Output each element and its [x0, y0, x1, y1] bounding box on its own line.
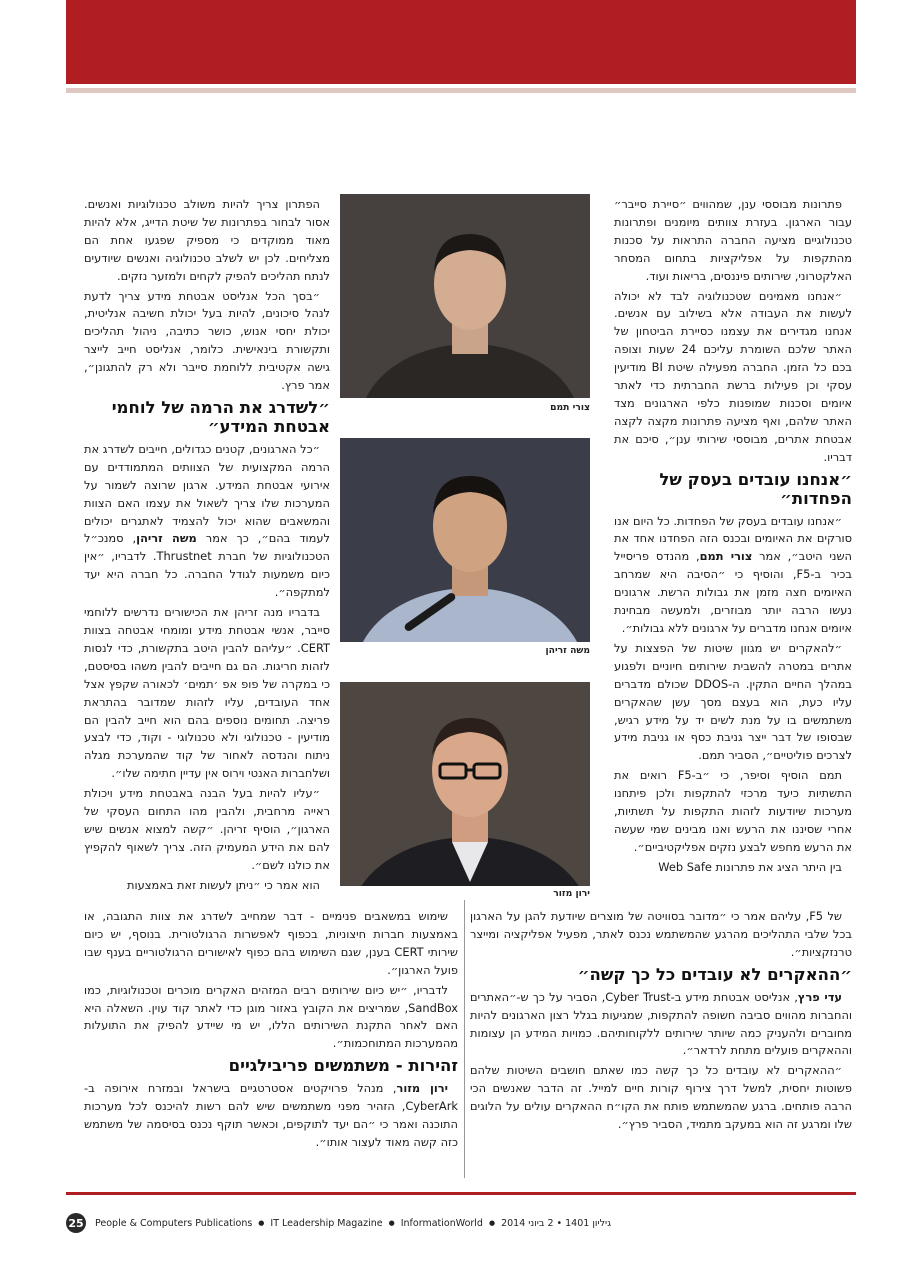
footer-magazine: IT Leadership Magazine	[270, 1217, 383, 1229]
bottom-left-text-block	[84, 908, 458, 1154]
column-divider	[464, 900, 465, 1178]
photo-tzuri-tamam	[340, 194, 590, 398]
paragraph: ״ההאקרים לא עובדים כל כך קשה כמו שאתם חושבים השיטות שלהם פשוטות יחסית, למשל דרך צירוף קורות חיים למייל. זה הדבר שאנשים הכי הרבה פותחים. ברגע שהמשתמש פותח את הקו״ח ההאקרים עולים על הלוגים שלו ומרגע זה הוא במעקב מתמיד, הסביר פרץ״.	[470, 1063, 852, 1132]
paragraph: לדבריו, ״יש כיום שירותים רבים המזהים האקרים מוכרים וטכנולוגיות, כמו SandBox, שמריצים את הקובץ באזור מוגן כדי לאתר קוד עוין. השאלה היא האם לאחר התקנת השירותים הללו, יש מי שיידע להפיק את התועלות מהמערכות המתוחכמות״.	[84, 982, 458, 1051]
page-number: 25	[66, 1213, 86, 1233]
paragraph: פתרונות מבוססי ענן, שמהווים ״סיירת סייבר״ עבור הארגון. בעזרת צוותים מיומנים ופתרונות טכנולוגיים מציעה החברה התראות על סכנות מהתקפות על אפליקציות בתחום המסחר האלקטרוני, שירותים פיננסים, בריאות ועוד.	[614, 197, 852, 283]
left-text-column	[84, 196, 330, 897]
footer-publisher: People & Computers Publications	[95, 1217, 253, 1229]
photo-caption: צורי תמם	[550, 402, 590, 413]
person-name: משה זריהן	[136, 531, 197, 546]
footer-issue: גיליון 1401 • 2 ביוני 2014	[501, 1217, 612, 1229]
section-heading: ״ההאקרים לא עובדים כל כך קשה״	[577, 964, 852, 984]
paragraph: של F5, עליהם אמר כי ״מדובר בסוויטה של מוצרים שיודעת להגן על הארגון בכל שלבי התהליכים מהרגע שהמשתמש נכנס לאתר, מפעיל אפליקציה ומייצר טרנזקציות״.	[470, 909, 852, 959]
footer-brand: InformationWorld	[400, 1217, 483, 1229]
person-name: ירון מזור	[396, 1081, 448, 1096]
section-heading: זהירות - משתמשים פריבילגיים	[228, 1056, 458, 1076]
bullet-icon: ●	[258, 1219, 265, 1227]
paragraph: ״אנחנו עובדים בעסק של הפחדות. כל היום אנו סורקים את האיומים ובכנס הזה הפחדנו אחד את השני היטב״, אמר צורי תמם, מהנדס פריסייל בכיר ב-F5, והוסיף כי ״הסיבה היא שמרחב האיומים חצה מזמן את גבולות הרשת. ארגונים נעשו הרבה יותר מבוזרים, ולמעשה מבחינת איומים אנחנו מדברים על ארגונים ללא גבולות״.	[614, 513, 852, 635]
portrait-photo-icon	[340, 438, 590, 642]
right-text-column	[614, 196, 852, 879]
header-color-band	[66, 0, 856, 84]
bullet-icon: ●	[388, 1219, 395, 1227]
person-name: צורי תמם	[699, 549, 753, 564]
paragraph: הפתרון צריך להיות משולב טכנולוגיות ואנשים. אסור לבחור בפתרונות של שיטת הדייג, אלא להיות מאוד ממוקדים כי מספיק שפגעו אחת הם מצליחים. לכן יש לשלב טכנולוגיה ואנשים שיודעים לנתח תהליכים להפיק לקחים ולמזער נזקים.	[84, 197, 330, 283]
section-heading: ״אנחנו עובדים בעסק של הפחדות״	[659, 469, 852, 508]
paragraph: הוא אמר כי ״ניתן לעשות זאת באמצעות	[127, 877, 320, 892]
footer-rule	[66, 1192, 856, 1195]
paragraph: ״כל הארגונים, קטנים כגדולים, חייבים לשדרג את הרמה המקצועית של הצוותים המתמודדים עם אירועי אבטחת המידע. ארגון שרוצה לשמור על המערכות שלו צריך לשאול את עצמו האם הצוות והמשאבים שהוא יכול להצמיד לאתגרים יכולים לעמוד בהם״, כך אמר משה זריהן, סמנכ״ל הטכנולוגיות של חברת Thrustnet. לדבריו, ״אין כיום משמעות לגודל החברה. כל חברה היא יעד למתקפה״.	[84, 441, 330, 600]
paragraph: בין היתר הציג את פתרונות Web Safe	[658, 859, 842, 874]
page-footer	[66, 1212, 856, 1234]
photo-yaron-mazor	[340, 682, 590, 886]
photo-caption: משה זריהן	[545, 645, 590, 656]
bullet-icon: ●	[488, 1219, 496, 1227]
paragraph: ירון מזור, מנהל פרויקטים אסטרטגיים בישראל ובמזרח אירופה ב-CyberArk, הזהיר מפני משתמשים שיש להם רשות להיכנס לכל מערכות התוכנה ואמר כי ״הם יעד לתוקפים, וכאשר תוקף נכנס בסיסמה של משתמש כזה קשה מאוד לעצור אותו״.	[84, 1081, 458, 1149]
paragraph: שימוש במשאבים פנימיים - דבר שמחייב לשדרג את צוות התגובה, או באמצעות חברות חיצוניות, בכפוף לאפשרות הרגולטורית. בנוסף, יש כיום שירותי CERT בענן, שגם השימוש בהם כפוף לאישורים הרגולטוריים בענף שבו פועל הארגון״.	[84, 909, 458, 977]
section-heading: ״לשדרג את הרמה של לוחמי אבטחת המידע״	[111, 397, 330, 436]
paragraph: ״אנחנו מאמינים שטכנולוגיה לבד לא יכולה לעשות את העבודה אלא בשילוב עם אנשים. אנחנו מגדירים את עצמנו כסיירת הביטחון של האתר שלכם השומרת עליכם 24 שעות וצופה בכם כל הזמן. החברה מפעילה שיטת BI מודיעין עסקי וכן פעילות ברשת החברתית כדי לאתר איומים וסכנות שמופנות כלפי הארגונים מצד האתר שלהם, ואף מציעה פתרונות מקצה לקצה אבטחת אתרים, מבוססי שירותי ענן״, סיכם את דבריו.	[614, 288, 852, 464]
photo-moshe-zrihan	[340, 438, 590, 642]
person-name: עדי פרץ	[797, 989, 842, 1004]
paragraph: ״להאקרים יש מגוון שיטות של הפצצות על אתרים במטרה להשבית שירותים חיוניים ולפגוע במהלך החיים התקין. ה-DDOS שכולם מדברים עליו כעת, הוא בעצם מסך עשן שהאקרים משתמשים בו על מנת לשים יד על מידע רגיש, שבסופו של דבר ייצר גניבת כסף או גניבת מידע לצרכים פוליטיים״, הסביר תמם.	[614, 640, 852, 763]
paragraph: בדבריו מנה זריהן את הכישורים נדרשים ללוחמי סייבר, אנשי אבטחת מידע ומומחי אבטחה בצוות CERT. ״עליהם להבין היטב בתקשורת, כדי לנסות לזהות חריגות. הם גם חייבים להבין משהו בסיסטם, כי במקרה של פופ אפ ׳תמים׳ לכאורה שקפץ אצל אחד העובדים, עליו לזהות שמדובר בהתראת פריצה. תחומים נוספים בהם הוא חייב להבין הם מודיעין - טכנולוגי ולא טכנולוגי - וקוד, כדי לבצע ניתוח והנדסה לאחור של קוד שהמערכת מגלה ושלחברות האנטי וירוס אין עדיין חתימה שלו״.	[84, 605, 330, 781]
portrait-photo-icon	[340, 194, 590, 398]
photo-caption: ירון מזור	[553, 888, 590, 899]
paragraph: ״עליו להיות בעל הבנה באבטחת מידע ויכולת ראייה מרחבית, ולהבין מהו התחום העסקי של הארגון״, הוסיף זריהן. ״קשה למצוא אנשים שיש להם את הידע המעמיק הזה. צריך לשאוף להקפיץ את כולנו לשם״.	[84, 786, 330, 872]
paragraph: תמם הוסיף וסיפר, כי ״ב-F5 רואים את התשתיות כיעד מרכזי להתקפות ולכן פיתחנו מערכות שיודעות לזהות התקפות על תשתיות, אחרי שסיננו את הרעש ואנו מבינים שמי שעשה את הרעש מחפש לבצע נזקים אפליקטיביים״.	[614, 768, 852, 854]
bottom-right-text-block	[470, 908, 852, 1136]
paragraph: ״בסך הכל אנליסט אבטחת מידע צריך לדעת לנהל סיכונים, להיות בעל יכולת חשיבה אנליטית, יכולת יחסי אנוש, כושר כתיבה, ניהול תהליכים ותקשורת בינאישית. כלומר, אנליסט חייב לייצר גישה אקטיבית ללוחמת סייבר ולא רק להתגונן״, אמר פרץ.	[84, 288, 330, 393]
header-accent-line	[66, 88, 856, 93]
portrait-photo-icon	[340, 682, 590, 886]
paragraph: עדי פרץ, אנליסט אבטחת מידע ב-Cyber Trust, הסביר על כך ש-״האתרים והחברות מהווים סביבה חשופה להתקפות, שמגיעות בגלל רצון הארגונים להיות מחוברים ולהעניק כמה שיותר שירותים ללקוחותיהם. כמויות המידע הן עצומות וההאקרים פועלים מתחת לרדאר״.	[470, 989, 852, 1058]
